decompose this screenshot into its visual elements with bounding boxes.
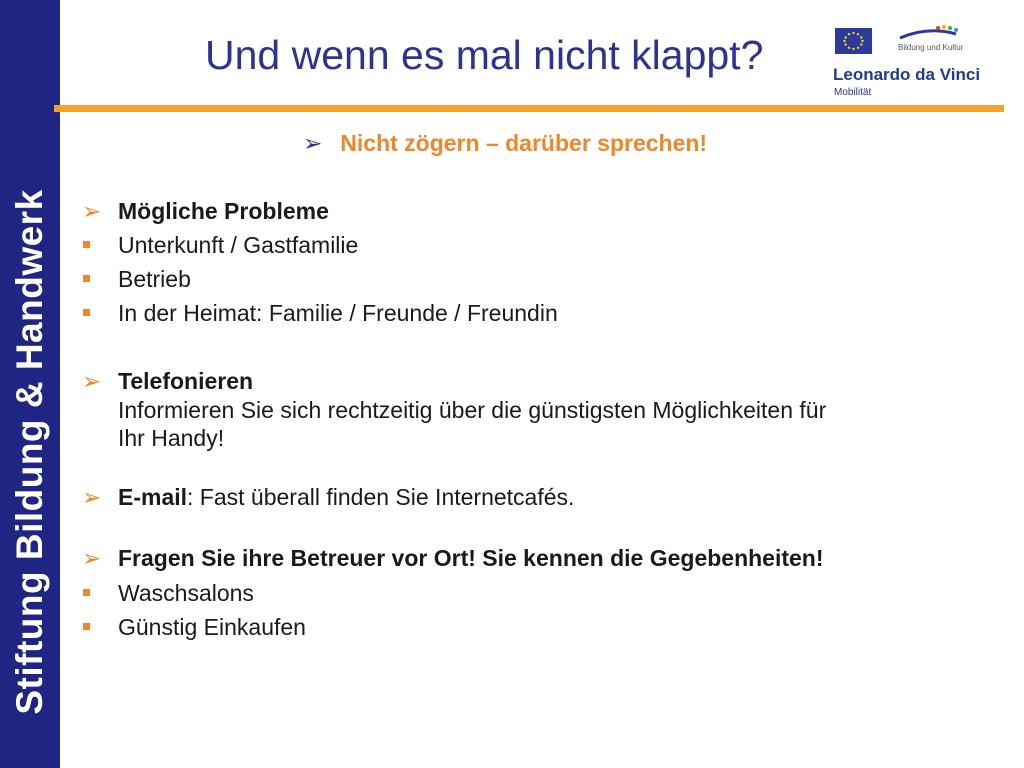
arrow-bullet-icon: ➢ <box>82 198 102 224</box>
eu-flag-icon <box>835 28 872 54</box>
swoosh-icon <box>898 24 973 44</box>
subheading <box>303 130 707 157</box>
sidebar-label: Stiftung Bildung & Handwerk <box>9 189 50 715</box>
program-label: Bildung und Kultur <box>898 43 964 52</box>
slide-title: Und wenn es mal nicht klappt? <box>205 32 764 78</box>
logo-name: Leonardo da Vinci <box>833 65 981 84</box>
title-divider <box>54 105 1004 112</box>
logo-subtitle: Mobilität <box>834 87 872 98</box>
arrow-bullet-icon: ➢ <box>303 130 323 156</box>
arrow-bullet-icon: ➢ <box>82 545 102 571</box>
program-logo <box>828 24 993 104</box>
arrow-bullet-icon: ➢ <box>82 368 102 394</box>
sidebar-band <box>0 0 60 768</box>
arrow-bullet-icon: ➢ <box>82 484 102 510</box>
subheading-text: Nicht zögern – darüber sprechen! <box>340 130 708 156</box>
